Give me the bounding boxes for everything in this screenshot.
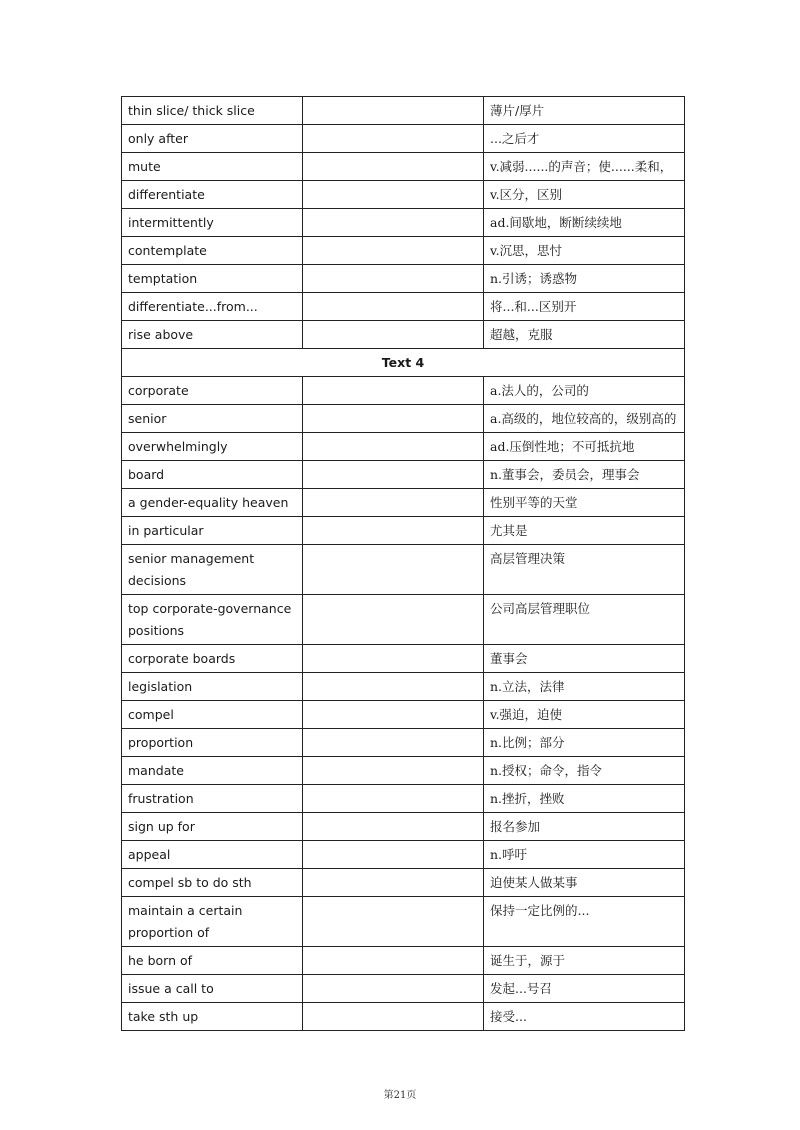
blank-cell bbox=[303, 237, 484, 265]
term-cell: contemplate bbox=[122, 237, 303, 265]
table-row bbox=[122, 293, 685, 321]
blank-cell bbox=[303, 153, 484, 181]
blank-cell bbox=[303, 785, 484, 813]
blank-cell bbox=[303, 517, 484, 545]
definition-cell: n.引诱；诱惑物 bbox=[484, 265, 685, 293]
table-row bbox=[122, 405, 685, 433]
term-cell: proportion bbox=[122, 729, 303, 757]
definition-cell: 将...和...区别开 bbox=[484, 293, 685, 321]
definition-cell: a.高级的，地位较高的，级别高的 bbox=[484, 405, 685, 433]
table-row bbox=[122, 237, 685, 265]
term-cell: legislation bbox=[122, 673, 303, 701]
blank-cell bbox=[303, 489, 484, 517]
table-row bbox=[122, 321, 685, 349]
vocabulary-table-part-1 bbox=[122, 97, 685, 377]
blank-cell bbox=[303, 181, 484, 209]
blank-cell bbox=[303, 545, 484, 595]
term-cell: he born of bbox=[122, 947, 303, 975]
blank-cell bbox=[303, 405, 484, 433]
term-cell: senior bbox=[122, 405, 303, 433]
table-row bbox=[122, 209, 685, 237]
blank-cell bbox=[303, 97, 484, 125]
table-row bbox=[122, 897, 685, 947]
term-cell: differentiate...from... bbox=[122, 293, 303, 321]
blank-cell bbox=[303, 673, 484, 701]
table-row bbox=[122, 489, 685, 517]
term-cell: only after bbox=[122, 125, 303, 153]
blank-cell bbox=[303, 209, 484, 237]
table-row bbox=[122, 729, 685, 757]
term-cell: corporate bbox=[122, 377, 303, 405]
term-cell: overwhelmingly bbox=[122, 433, 303, 461]
blank-cell bbox=[303, 433, 484, 461]
vocabulary-table bbox=[121, 96, 685, 1031]
definition-cell: n.授权；命令，指令 bbox=[484, 757, 685, 785]
blank-cell bbox=[303, 293, 484, 321]
blank-cell bbox=[303, 729, 484, 757]
blank-cell bbox=[303, 975, 484, 1003]
term-cell: intermittently bbox=[122, 209, 303, 237]
definition-cell: n.董事会，委员会，理事会 bbox=[484, 461, 685, 489]
blank-cell bbox=[303, 645, 484, 673]
definition-cell: v.区分，区别 bbox=[484, 181, 685, 209]
definition-cell: v.沉思，思忖 bbox=[484, 237, 685, 265]
blank-cell bbox=[303, 1003, 484, 1031]
table-row bbox=[122, 813, 685, 841]
definition-cell: ad.压倒性地；不可抵抗地 bbox=[484, 433, 685, 461]
definition-cell: 诞生于，源于 bbox=[484, 947, 685, 975]
definition-cell: v.减弱......的声音；使......柔和， bbox=[484, 153, 685, 181]
table-row bbox=[122, 1003, 685, 1031]
term-cell: frustration bbox=[122, 785, 303, 813]
table-row bbox=[122, 265, 685, 293]
vocabulary-table-part-2 bbox=[122, 377, 685, 1031]
definition-cell: 公司高层管理职位 bbox=[484, 595, 685, 645]
definition-cell: n.立法，法律 bbox=[484, 673, 685, 701]
blank-cell bbox=[303, 701, 484, 729]
blank-cell bbox=[303, 321, 484, 349]
table-row bbox=[122, 153, 685, 181]
term-cell: issue a call to bbox=[122, 975, 303, 1003]
definition-cell: 高层管理决策 bbox=[484, 545, 685, 595]
term-cell: sign up for bbox=[122, 813, 303, 841]
definition-cell: 发起...号召 bbox=[484, 975, 685, 1003]
definition-cell: a.法人的，公司的 bbox=[484, 377, 685, 405]
table-row bbox=[122, 461, 685, 489]
definition-cell: 性别平等的天堂 bbox=[484, 489, 685, 517]
blank-cell bbox=[303, 869, 484, 897]
term-cell: compel bbox=[122, 701, 303, 729]
definition-cell: n.呼吁 bbox=[484, 841, 685, 869]
term-cell: mandate bbox=[122, 757, 303, 785]
term-cell: thin slice/ thick slice bbox=[122, 97, 303, 125]
table-row bbox=[122, 377, 685, 405]
table-row bbox=[122, 517, 685, 545]
definition-cell: v.强迫，迫使 bbox=[484, 701, 685, 729]
definition-cell: n.挫折，挫败 bbox=[484, 785, 685, 813]
section-title: Text 4 bbox=[122, 349, 685, 377]
table-row bbox=[122, 545, 685, 595]
blank-cell bbox=[303, 947, 484, 975]
term-cell: temptation bbox=[122, 265, 303, 293]
table-row bbox=[122, 975, 685, 1003]
definition-cell: 报名参加 bbox=[484, 813, 685, 841]
blank-cell bbox=[303, 757, 484, 785]
blank-cell bbox=[303, 813, 484, 841]
blank-cell bbox=[303, 377, 484, 405]
page-number: 第21页 bbox=[383, 1090, 417, 1101]
term-cell: in particular bbox=[122, 517, 303, 545]
term-cell: corporate boards bbox=[122, 645, 303, 673]
term-cell: differentiate bbox=[122, 181, 303, 209]
table-row bbox=[122, 757, 685, 785]
term-cell: appeal bbox=[122, 841, 303, 869]
table-row bbox=[122, 841, 685, 869]
table-row bbox=[122, 785, 685, 813]
blank-cell bbox=[303, 125, 484, 153]
term-cell: board bbox=[122, 461, 303, 489]
term-cell: a gender-equality heaven bbox=[122, 489, 303, 517]
definition-cell: 超越，克服 bbox=[484, 321, 685, 349]
section-header-row bbox=[122, 349, 685, 377]
term-cell: compel sb to do sth bbox=[122, 869, 303, 897]
term-cell: maintain a certain proportion of bbox=[122, 897, 303, 947]
term-cell: senior management decisions bbox=[122, 545, 303, 595]
blank-cell bbox=[303, 265, 484, 293]
table-row bbox=[122, 701, 685, 729]
blank-cell bbox=[303, 841, 484, 869]
term-cell: take sth up bbox=[122, 1003, 303, 1031]
table-row bbox=[122, 97, 685, 125]
table-row bbox=[122, 181, 685, 209]
table-row bbox=[122, 433, 685, 461]
definition-cell: 迫使某人做某事 bbox=[484, 869, 685, 897]
blank-cell bbox=[303, 595, 484, 645]
definition-cell: ad.间歇地，断断续续地 bbox=[484, 209, 685, 237]
definition-cell: 保持一定比例的... bbox=[484, 897, 685, 947]
table-row bbox=[122, 947, 685, 975]
table-row bbox=[122, 645, 685, 673]
definition-cell: n.比例；部分 bbox=[484, 729, 685, 757]
blank-cell bbox=[303, 461, 484, 489]
term-cell: mute bbox=[122, 153, 303, 181]
table-row bbox=[122, 125, 685, 153]
definition-cell: 接受... bbox=[484, 1003, 685, 1031]
definition-cell: 薄片/厚片 bbox=[484, 97, 685, 125]
term-cell: top corporate-governance positions bbox=[122, 595, 303, 645]
table-row bbox=[122, 869, 685, 897]
definition-cell: ...之后才 bbox=[484, 125, 685, 153]
term-cell: rise above bbox=[122, 321, 303, 349]
definition-cell: 董事会 bbox=[484, 645, 685, 673]
table-row bbox=[122, 595, 685, 645]
blank-cell bbox=[303, 897, 484, 947]
table-row bbox=[122, 673, 685, 701]
definition-cell: 尤其是 bbox=[484, 517, 685, 545]
